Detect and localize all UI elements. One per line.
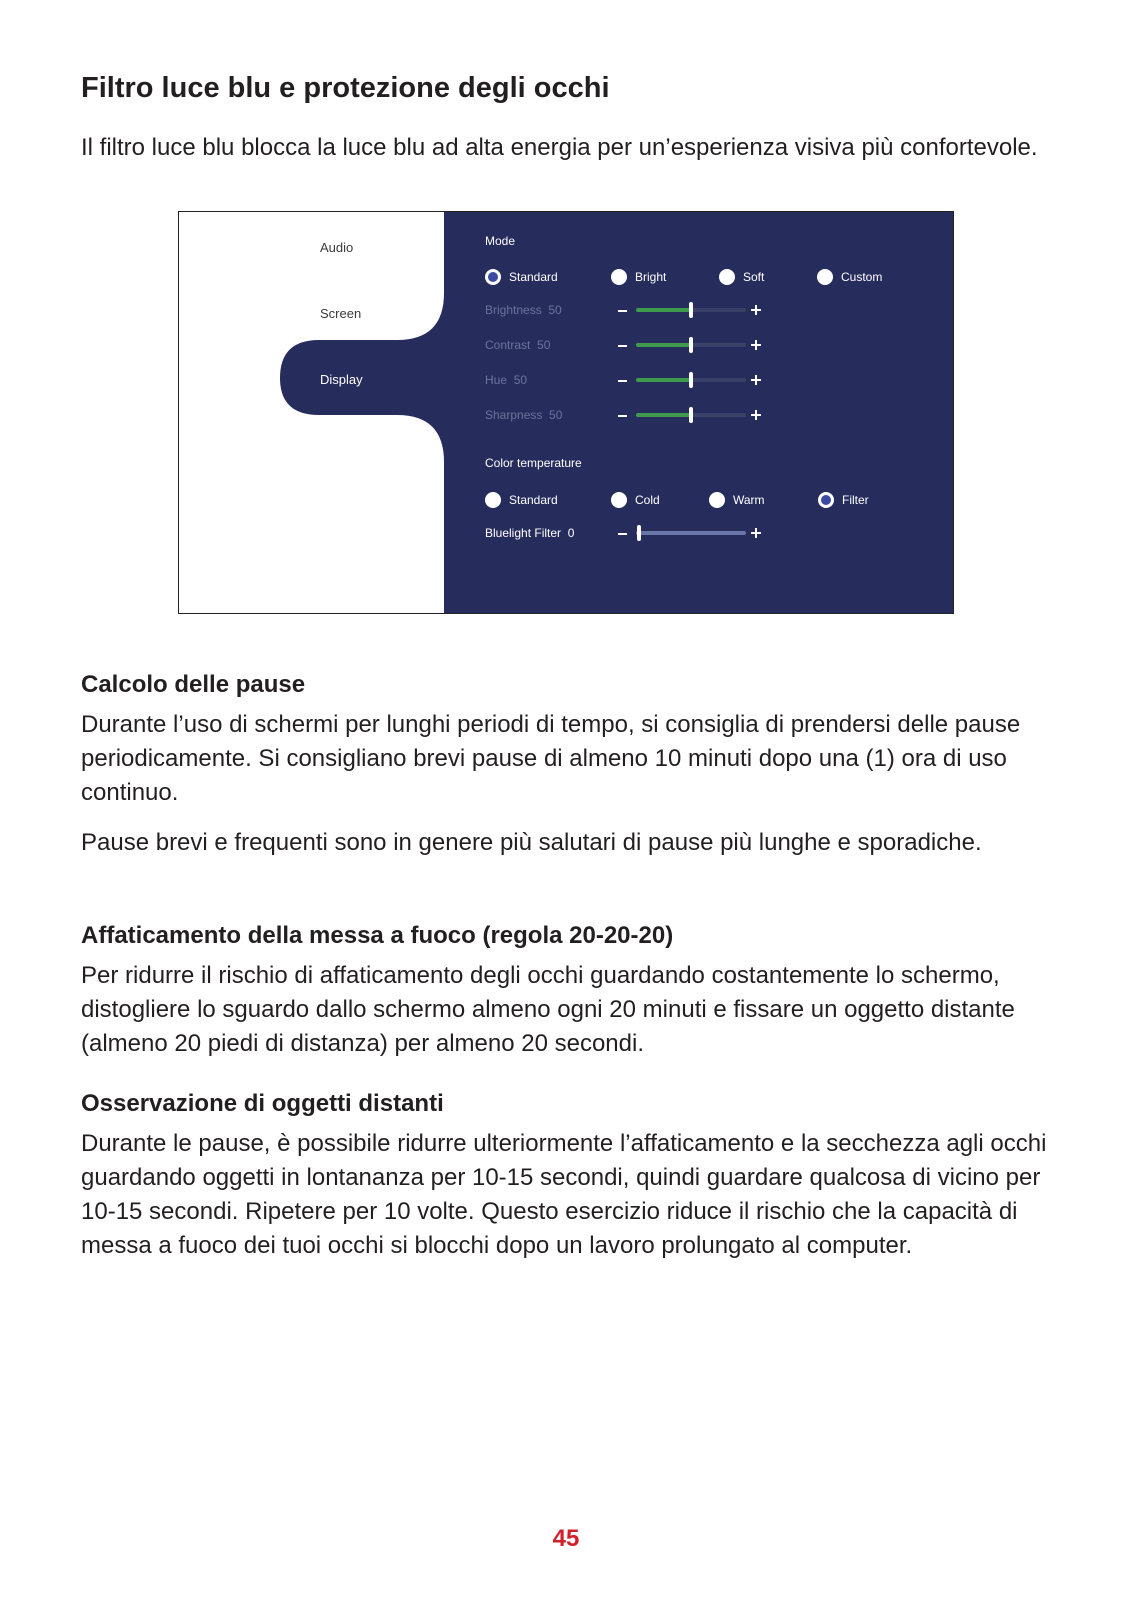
mode-option-label: Bright — [635, 270, 667, 284]
plus-icon[interactable] — [751, 340, 761, 350]
brightness-slider[interactable] — [636, 308, 746, 312]
colortemp-option-label: Cold — [635, 493, 660, 507]
plus-icon[interactable] — [751, 528, 761, 538]
intro-paragraph: Il filtro luce blu blocca la luce blu ad alta energia per un’esperienza visiva più confortevole. — [81, 134, 1038, 161]
mode-radio-custom[interactable] — [817, 269, 833, 285]
minus-icon[interactable] — [618, 345, 627, 347]
sharpness-label: Sharpness 50 — [485, 408, 563, 422]
brightness-label: Brightness 50 — [485, 303, 562, 317]
section-heading-20-20-20: Affaticamento della messa a fuoco (regola 20-20-20) — [81, 922, 674, 949]
minus-icon[interactable] — [618, 533, 627, 535]
plus-icon[interactable] — [751, 410, 761, 420]
bluelight-filter-label: Bluelight Filter 0 — [485, 526, 575, 540]
contrast-slider[interactable] — [636, 343, 746, 347]
minus-icon[interactable] — [618, 310, 627, 312]
hue-label: Hue 50 — [485, 373, 528, 387]
section-paragraph: Pause brevi e frequenti sono in genere più salutari di pause più lunghe e sporadiche. — [81, 829, 982, 856]
colortemp-option-label: Warm — [733, 493, 765, 507]
mode-option-label: Soft — [743, 270, 765, 284]
osd-panel-shape — [179, 212, 954, 614]
colortemp-option-label: Filter — [842, 493, 869, 507]
sharpness-slider[interactable] — [636, 413, 746, 417]
mode-label: Mode — [485, 234, 516, 248]
minus-icon[interactable] — [618, 380, 627, 382]
minus-icon[interactable] — [618, 415, 627, 417]
menu-item-audio[interactable]: Audio — [320, 240, 354, 255]
section-heading-distant-objects: Osservazione di oggetti distanti — [81, 1090, 444, 1117]
mode-radio-standard[interactable] — [485, 269, 501, 285]
menu-item-display[interactable]: Display — [320, 372, 363, 387]
plus-icon[interactable] — [751, 305, 761, 315]
colortemp-radio-standard[interactable] — [485, 492, 501, 508]
mode-option-label: Standard — [509, 270, 558, 284]
hue-slider[interactable] — [636, 378, 746, 382]
osd-screenshot — [178, 211, 954, 614]
page-number: 45 — [552, 1525, 580, 1552]
color-temperature-label: Color temperature — [485, 456, 582, 470]
colortemp-option-label: Standard — [509, 493, 558, 507]
colortemp-radio-warm[interactable] — [709, 492, 725, 508]
menu-item-screen[interactable]: Screen — [320, 306, 362, 321]
section-paragraph: Durante le pause, è possibile ridurre ulteriormente l’affaticamento e la secchezza agli occhi guardando oggetti in lontananza per 10-15 secondi, quindi guardare qualcosa di vicino per 10-15 secondi. Ripetere per 10 volte. Questo esercizio riduce il rischio che la capacità di messa a fuoco dei tuoi occhi si blocchi dopo un lavoro prolungato al computer. — [81, 1130, 1047, 1259]
section-heading-pauses: Calcolo delle pause — [81, 671, 306, 698]
colortemp-radio-cold[interactable] — [611, 492, 627, 508]
mode-radio-soft[interactable] — [719, 269, 735, 285]
section-paragraph: Per ridurre il rischio di affaticamento degli occhi guardando costantemente lo schermo, distogliere lo sguardo dallo schermo almeno ogni 20 minuti e fissare un oggetto distante (almeno 20 piedi di distanza) per almeno 20 secondi. — [81, 962, 1015, 1057]
section-paragraph: Durante l’uso di schermi per lunghi periodi di tempo, si consiglia di prendersi delle pause periodicamente. Si consigliano brevi pause di almeno 10 minuti dopo una (1) ora di uso continuo. — [81, 711, 1021, 806]
plus-icon[interactable] — [751, 375, 761, 385]
mode-option-label: Custom — [841, 270, 883, 284]
bluelight-filter-slider[interactable] — [636, 531, 746, 535]
mode-radio-bright[interactable] — [611, 269, 627, 285]
colortemp-radio-filter[interactable] — [818, 492, 834, 508]
contrast-label: Contrast 50 — [485, 338, 551, 352]
page-title: Filtro luce blu e protezione degli occhi — [81, 72, 610, 104]
